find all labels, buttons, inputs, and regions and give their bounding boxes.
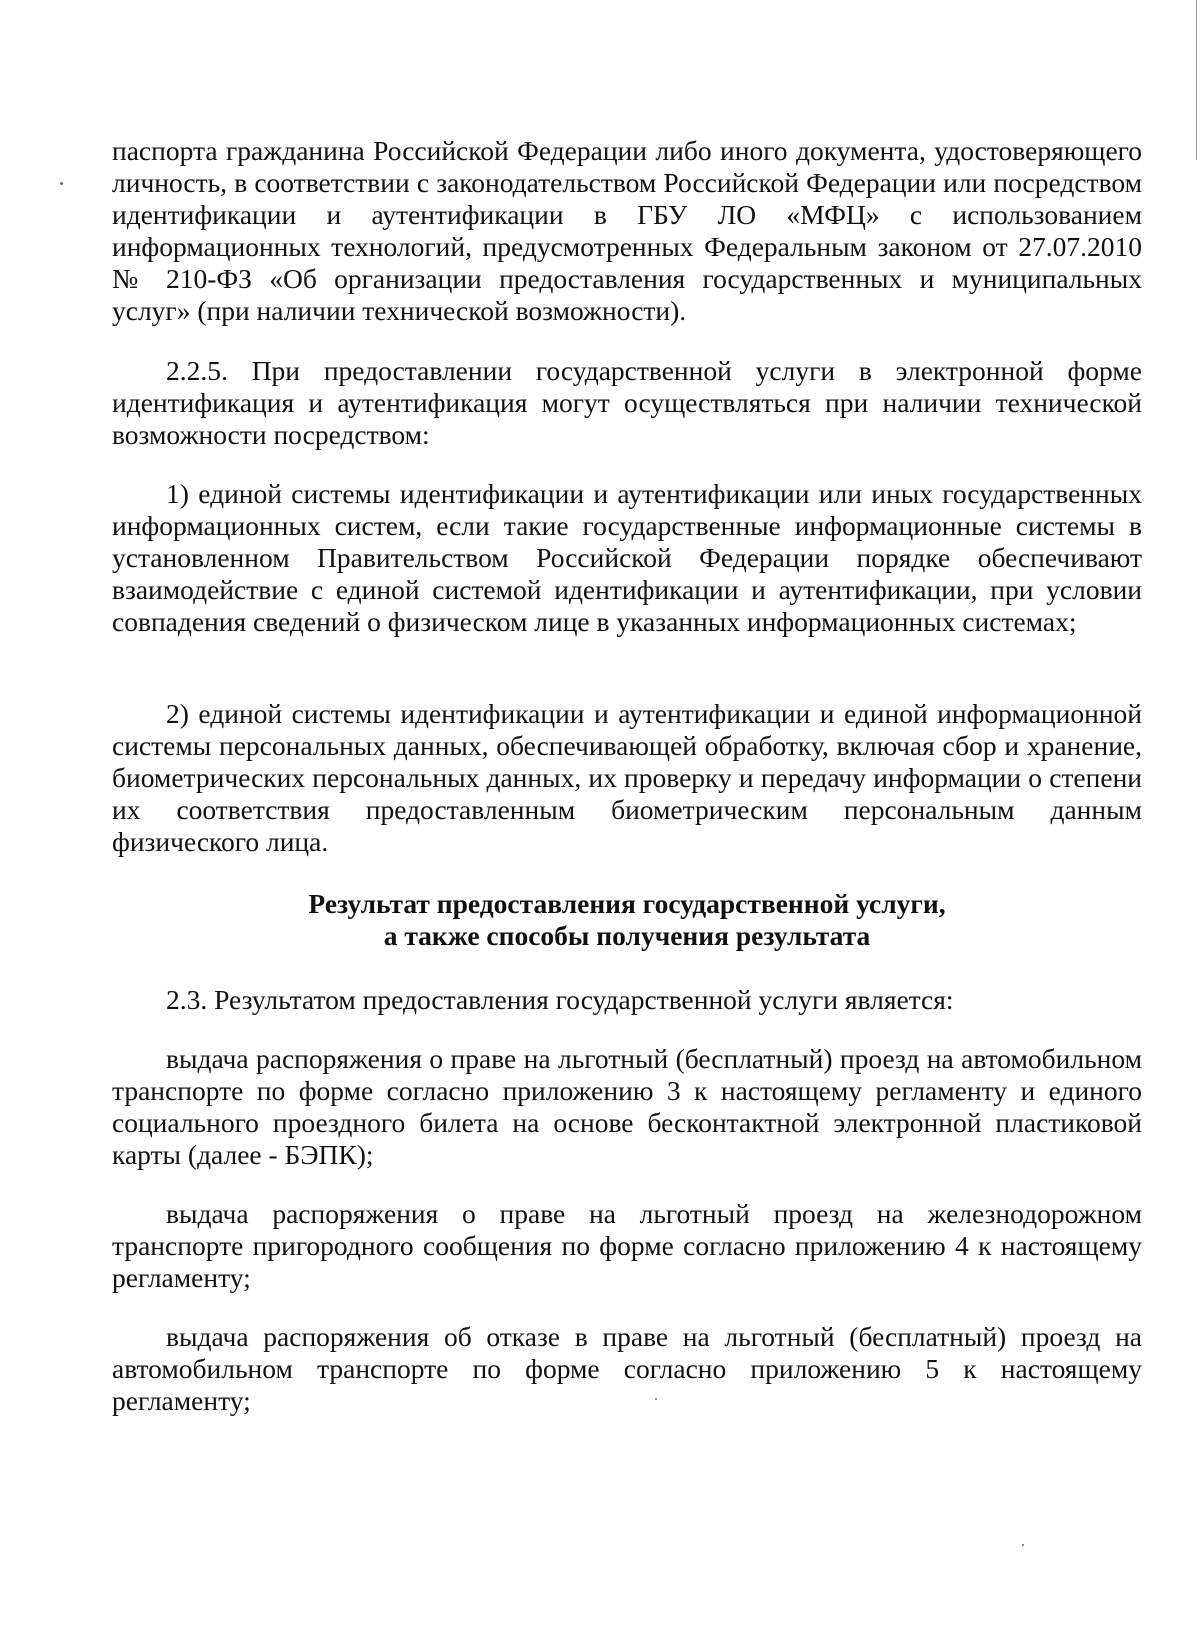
section-heading-line-2: а также способы получения результата: [383, 920, 871, 951]
section-heading-line-1: Результат предоставления государственной услуги,: [308, 888, 946, 919]
paragraph-2-2-5: 2.2.5. При предоставлении государственной услуги в электронной форме идентификация и аутентификация могут осуществляться при наличии технической возможности посредством:: [112, 355, 1142, 450]
scan-speck: [60, 182, 63, 185]
paragraph-passport-continuation: паспорта гражданина Российской Федерации либо иного документа, удостоверяющего личность, в соответствии с законодательством Российской Федерации или посредством идентификации и аутентификации в ГБУ ЛО «МФЦ» с использованием информационных технологий, предусмотренных Федеральным законом от 27.07.2010 № 210-ФЗ «Об организации предоставления государственных и муниципальных услуг» (при наличии технической возможности).: [112, 135, 1142, 326]
paragraph-item-1: 1) единой системы идентификации и аутентификации или иных государственных информационных систем, если такие государственные информационные системы в установленном Правительством Российской Федерации порядке обеспечивают взаимодействие с единой системой идентификации и аутентификации, при условии совпадения сведений о физическом лице в указанных информационных системах;: [112, 478, 1142, 637]
scan-speck: [1022, 1544, 1024, 1546]
paragraph-result-1: выдача распоряжения о праве на льготный (бесплатный) проезд на автомобильном транспорте по форме согласно приложению 3 к настоящему регламенту и единого социального проездного билета на основе бесконтактной электронной пластиковой карты (далее - БЭПК);: [112, 1043, 1142, 1170]
paragraph-2-3: 2.3. Результатом предоставления государственной услуги является:: [166, 984, 954, 1015]
paragraph-result-3: выдача распоряжения об отказе в праве на льготный (бесплатный) проезд на автомобильном транспорте по форме согласно приложению 5 к настоящему регламенту;: [112, 1321, 1142, 1416]
scan-edge-line: [1196, 0, 1197, 160]
section-heading: [112, 888, 1142, 952]
paragraph-result-2: выдача распоряжения о праве на льготный проезд на железнодорожном транспорте пригородного сообщения по форме согласно приложению 4 к настоящему регламенту;: [112, 1198, 1142, 1293]
scan-speck: [655, 1398, 657, 1400]
paragraph-item-2: 2) единой системы идентификации и аутентификации и единой информационной системы персональных данных, обеспечивающей обработку, включая сбор и хранение, биометрических персональных данных, их проверку и передачу информации о степени их соответствия предоставленным биометрическим персональным данным физического лица.: [112, 698, 1142, 857]
